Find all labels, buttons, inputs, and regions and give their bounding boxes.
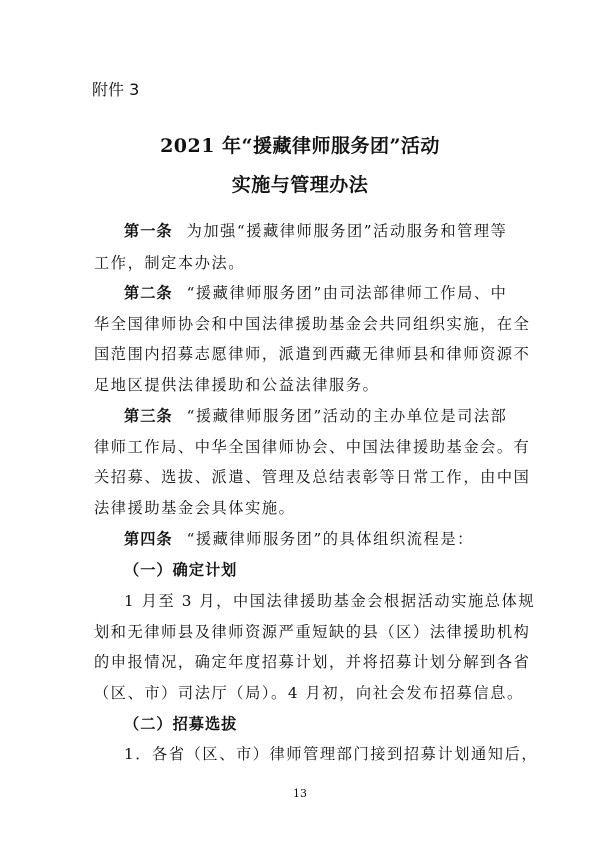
article-2-text-4: 足地区提供法律援助和公益法律服务。	[94, 376, 380, 394]
title-line-2: 实施与管理办法	[231, 174, 369, 196]
article-2-text-3: 国范围内招募志愿律师，派遣到西藏无律师县和律师资源不	[94, 345, 531, 363]
article-3-label: 第三条	[124, 407, 173, 425]
article-1-first-line	[124, 220, 507, 241]
page-number: 13	[293, 787, 307, 800]
article-2-first-line	[124, 282, 507, 303]
article-3-first-line	[124, 405, 507, 426]
article-4-label: 第四条	[124, 530, 173, 548]
section-1-text-3: 的申报情况，确定年度招募计划，并将招募计划分解到各省	[94, 653, 531, 671]
title-line-1: 2021 年“援藏律师服务团”活动	[160, 135, 440, 157]
article-2-label: 第二条	[124, 284, 173, 302]
article-3-text-2: 律师工作局、中华全国律师协会、中国法律援助基金会。有	[94, 438, 531, 456]
section-2-heading: （二）招募选拔	[124, 715, 238, 733]
article-1-text-2: 工作，制定本办法。	[94, 254, 246, 272]
section-1-text-4: （区、市）司法厅（局）。4 月初，向社会发布招募信息。	[94, 684, 524, 702]
article-3-text-4: 法律援助基金会具体实施。	[94, 499, 296, 517]
attachment-label: 附件 3	[92, 80, 140, 99]
article-4-first-line	[124, 528, 474, 549]
article-4-text-1: “援藏律师服务团”的具体组织流程是：	[186, 530, 474, 548]
section-2-text-1: 1．各省（区、市）律师管理部门接到招募计划通知后，	[124, 745, 539, 763]
article-3-text-1: “援藏律师服务团”活动的主办单位是司法部	[186, 407, 508, 425]
article-2-text-1: “援藏律师服务团”由司法部律师工作局、中	[186, 284, 508, 302]
section-1-text-1: 1 月至 3 月，中国法律援助基金会根据活动实施总体规	[124, 592, 536, 610]
article-1-label: 第一条	[124, 222, 173, 240]
section-1-text-2: 划和无律师县及律师资源严重短缺的县（区）法律援助机构	[94, 623, 531, 641]
article-2-text-2: 华全国律师协会和中国法律援助基金会共同组织实施，在全	[94, 315, 531, 333]
section-1-heading: （一）确定计划	[124, 561, 238, 579]
article-3-text-3: 关招募、选拔、派遣、管理及总结表彰等日常工作，由中国	[94, 468, 531, 486]
article-1-text-1: 为加强“援藏律师服务团”活动服务和管理等	[186, 222, 508, 240]
